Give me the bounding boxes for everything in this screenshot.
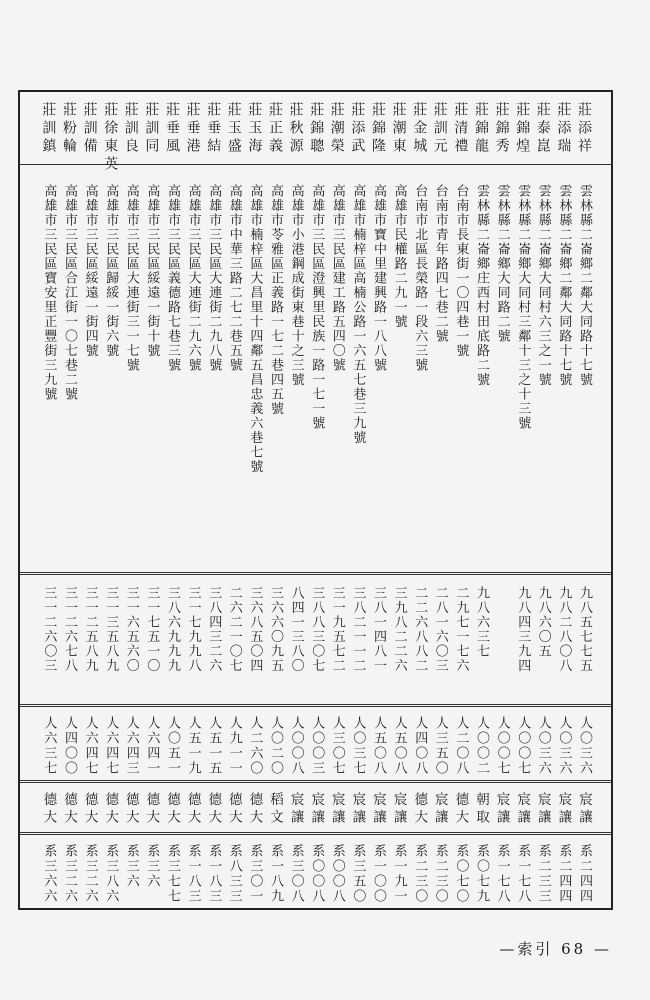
entry-number: 三六八五〇四 [247,586,263,673]
entry-code: 人三〇七 [329,716,345,776]
entry-org: 宸讓 [576,792,592,827]
entry-address: 高雄市三民區建工路五四〇號 [329,184,345,373]
entry-org: 德大 [143,792,160,827]
entry-address: 高雄市三民區大連街三一七號 [123,184,139,373]
entry-name: 莊泰崑 [534,102,551,156]
entry-sys: 系二四四 [556,844,572,904]
entry-sys: 系三七七 [165,844,180,904]
entry-code: 人〇五一 [165,716,180,776]
entry-code: 人〇二〇 [268,716,283,776]
entry-number: 三一二六〇三 [41,586,57,673]
entry-name: 莊訓元 [431,102,448,156]
entry-name: 莊訓良 [122,102,139,156]
entry-number: 二六二一〇七 [226,586,242,673]
entry-address: 高雄市苓雅區正義路一七二巷四五號 [268,184,283,416]
entry-number: 三八一四八一 [371,586,386,673]
entry-sys: 系一七八 [494,844,510,904]
entry-address: 雲林縣二崙鄉庄西村田底路二號 [474,184,489,387]
entry-address: 台南市北區長榮路一段六三號 [412,184,428,373]
entry-sys: 系三六六 [41,844,57,904]
entry-sys: 系〇七九 [474,844,489,904]
entry-name: 莊錦隆 [370,102,386,156]
entry-number: 九八五七七五 [577,586,592,673]
entry-org: 德大 [61,792,77,827]
entry-org: 德大 [411,792,428,827]
entry-number: 二八一六〇三 [432,586,448,673]
entry-name: 莊訓同 [143,102,160,156]
entry-org: 宸讓 [287,792,304,827]
entry-number: 三一六五六〇 [123,586,139,673]
entry-sys: 系三八六 [103,844,119,904]
entry-address: 高雄市三民區合江街一〇七巷二號 [62,184,77,402]
section-divider-org [20,780,611,783]
entry-sys: 系一〇〇 [371,844,386,904]
entry-org: 德大 [225,792,242,827]
entry-sys: 系三六 [123,844,139,889]
entry-name: 莊金城 [411,102,428,156]
entry-code: 人〇三六 [556,716,572,776]
entry-address: 高雄市小港鋼成街東巷十之三號 [288,184,304,387]
entry-code: 人五一五 [206,716,222,776]
entry-org: 德大 [452,792,469,827]
entry-code: 人二六〇 [247,716,263,776]
entry-name: 莊添武 [349,102,366,156]
entry-address: 雲林縣二崙鄉二鄰大同路十七號 [556,184,572,387]
entry-sys: 系一七八 [515,844,531,904]
entry-code: 人二〇八 [453,716,469,776]
entry-address: 雲林縣二崙鄉大同村三鄰十三之十三號 [515,184,531,431]
entry-address: 高雄市楠梓區高楠公路一六五七巷三九號 [350,184,366,445]
entry-number: 三八八三〇七 [309,586,325,673]
entry-org: 德大 [122,792,139,827]
entry-name: 莊訓備 [81,102,98,156]
entry-number: 九八二八〇八 [556,586,572,673]
entry-name: 莊錦龍 [473,102,489,156]
entry-address: 高雄市三民區義德路七巷三號 [165,184,180,373]
entry-org: 宸讓 [349,792,366,827]
entry-org: 朝取 [473,792,489,827]
entry-number: 三一二六七八 [62,586,77,673]
entry-code: 人六四七 [82,716,98,776]
entry-name: 莊錦煌 [514,102,531,156]
entry-address: 高雄市三民區大連街二九六號 [185,184,201,373]
entry-number: 九八四三九四 [515,586,531,673]
entry-code: 人五〇八 [391,716,407,776]
entry-name: 莊秋源 [287,102,304,156]
entry-code: 人六三七 [41,716,57,776]
section-divider-number [20,572,611,575]
entry-code: 人〇三六 [577,716,592,776]
entry-org: 宸讓 [308,792,325,827]
entry-sys: 系二三〇 [412,844,428,904]
entry-sys: 系一八三 [185,844,201,904]
entry-sys: 系〇七〇 [453,844,469,904]
entry-number: 三一七九九八 [185,586,201,673]
entry-code: 人〇〇二 [474,716,489,776]
entry-org: 稻文 [267,792,283,827]
entry-org: 宸讓 [555,792,572,827]
entry-name: 莊錦聰 [308,102,325,156]
entry-number: 三一三五八九 [103,586,119,673]
entry-address: 雲林縣二崙鄉大同村六三之一號 [535,184,551,387]
entry-org: 宸讓 [431,792,448,827]
entry-org: 宸讓 [370,792,386,827]
entry-address: 高雄市三民區大連街二九八號 [206,184,222,373]
entry-code: 人〇〇三 [309,716,325,776]
entry-code: 人三五〇 [432,716,448,776]
entry-sys: 系三二六 [82,844,98,904]
entry-org: 宸讓 [514,792,531,827]
entry-sys: 系一八九 [268,844,283,904]
entry-name: 莊垂港 [184,102,201,156]
entry-name: 莊添瑞 [555,102,572,156]
entry-name: 莊錦秀 [493,102,510,156]
entry-code: 人〇〇八 [288,716,304,776]
entry-address: 高雄市寶中里建興路一八八號 [371,184,386,373]
entry-sys: 系一九一 [391,844,407,904]
entry-code: 人四〇〇 [62,716,77,776]
entry-name: 莊潮東 [390,102,407,156]
entry-number: 九八六三七 [474,586,489,659]
entry-address: 台南市長東街一〇四巷一號 [453,184,469,358]
entry-code: 人五〇八 [371,716,386,776]
entry-code: 人五一九 [185,716,201,776]
entry-number: 八四一三八〇 [288,586,304,673]
entry-org: 德大 [102,792,119,827]
entry-address: 高雄市三民區澄興里民族一路一七一號 [309,184,325,431]
entry-number: 三八四三二六 [206,586,222,673]
entry-org: 德大 [246,792,263,827]
entry-address: 高雄市三民區歸綏一街六號 [103,184,119,358]
entry-name: 莊訓鎮 [40,102,57,156]
entry-number: 三一二五八九 [82,586,98,673]
entry-org: 德大 [164,792,180,827]
entry-name: 莊玉盛 [225,102,242,156]
section-divider-code [20,704,611,707]
entry-number: 二二六八八二 [412,586,428,673]
entry-org: 宸讓 [390,792,407,827]
entry-name: 莊添祥 [576,102,592,156]
entry-name: 莊垂風 [164,102,180,156]
entry-sys: 系三〇一 [247,844,263,904]
entry-org: 德大 [205,792,222,827]
entry-name: 莊粉輪 [61,102,77,156]
entry-sys: 系八三三 [226,844,242,904]
entry-name: 莊玉海 [246,102,263,156]
entry-sys: 系三五〇 [350,844,366,904]
entry-sys: 系〇〇八 [329,844,345,904]
entry-org: 德大 [81,792,98,827]
entry-sys: 系一八三 [206,844,222,904]
entry-sys: 系〇〇八 [309,844,325,904]
entry-org: 德大 [40,792,57,827]
entry-name: 莊清禮 [452,102,469,156]
entry-sys: 系三六 [144,844,160,889]
entry-sys: 系二三三 [535,844,551,904]
entry-code: 人九一一 [226,716,242,776]
entry-code: 人四〇八 [412,716,428,776]
entry-name: 莊徐東英 [102,102,119,174]
entry-sys: 系二三〇 [432,844,448,904]
entry-org: 宸讓 [534,792,551,827]
index-table [18,90,613,910]
entry-number: 三九八二二六 [391,586,407,673]
entry-sys: 系三二六 [62,844,77,904]
entry-number: 三八二一一二 [350,586,366,673]
entry-code: 人六四三 [123,716,139,776]
entry-code: 人六四七 [103,716,119,776]
entry-code: 人六四一 [144,716,160,776]
entry-number: 三一九五七二 [329,586,345,673]
entry-number: 三八六九九九 [165,586,180,673]
entry-number: 三六六〇九五 [268,586,283,673]
entry-number: 九八六〇五 [535,586,551,659]
entry-address: 高雄市民權路二九一號 [391,184,407,329]
entry-sys: 系三〇八 [288,844,304,904]
entry-org: 德大 [184,792,201,827]
entry-code: 人〇〇七 [515,716,531,776]
entry-org: 宸讓 [493,792,510,827]
entry-code: 人〇三七 [350,716,366,776]
entry-address: 台南市青年路四七巷二號 [432,184,448,344]
entry-code: 人〇三六 [535,716,551,776]
section-divider-sys [20,832,611,835]
entry-org: 宸讓 [328,792,345,827]
page-number: —索引 68 — [499,940,612,958]
entry-address: 雲林縣二崙鄉二鄰大同路十七號 [577,184,592,387]
entry-name: 莊正義 [267,102,283,156]
entry-address: 高雄市中華三路二七二巷五號 [226,184,242,373]
entry-address: 雲林縣二崙鄉大同路二號 [494,184,510,344]
entry-address: 高雄市三民區綏遠一街四號 [82,184,98,358]
entry-name: 莊潮榮 [328,102,345,156]
entry-sys: 系二四四 [577,844,592,904]
entry-number: 二九七一七六 [453,586,469,673]
entry-address: 高雄市三民區綏遠一街十號 [144,184,160,358]
entry-name: 莊垂結 [205,102,222,156]
entry-number: 三一七五一〇 [144,586,160,673]
entry-address: 高雄市三民區寶安里正豐街三九號 [41,184,57,402]
entry-address: 高雄市楠梓區大昌里十四鄰五昌忠義六巷七號 [247,184,263,474]
entry-code: 人〇〇七 [494,716,510,776]
